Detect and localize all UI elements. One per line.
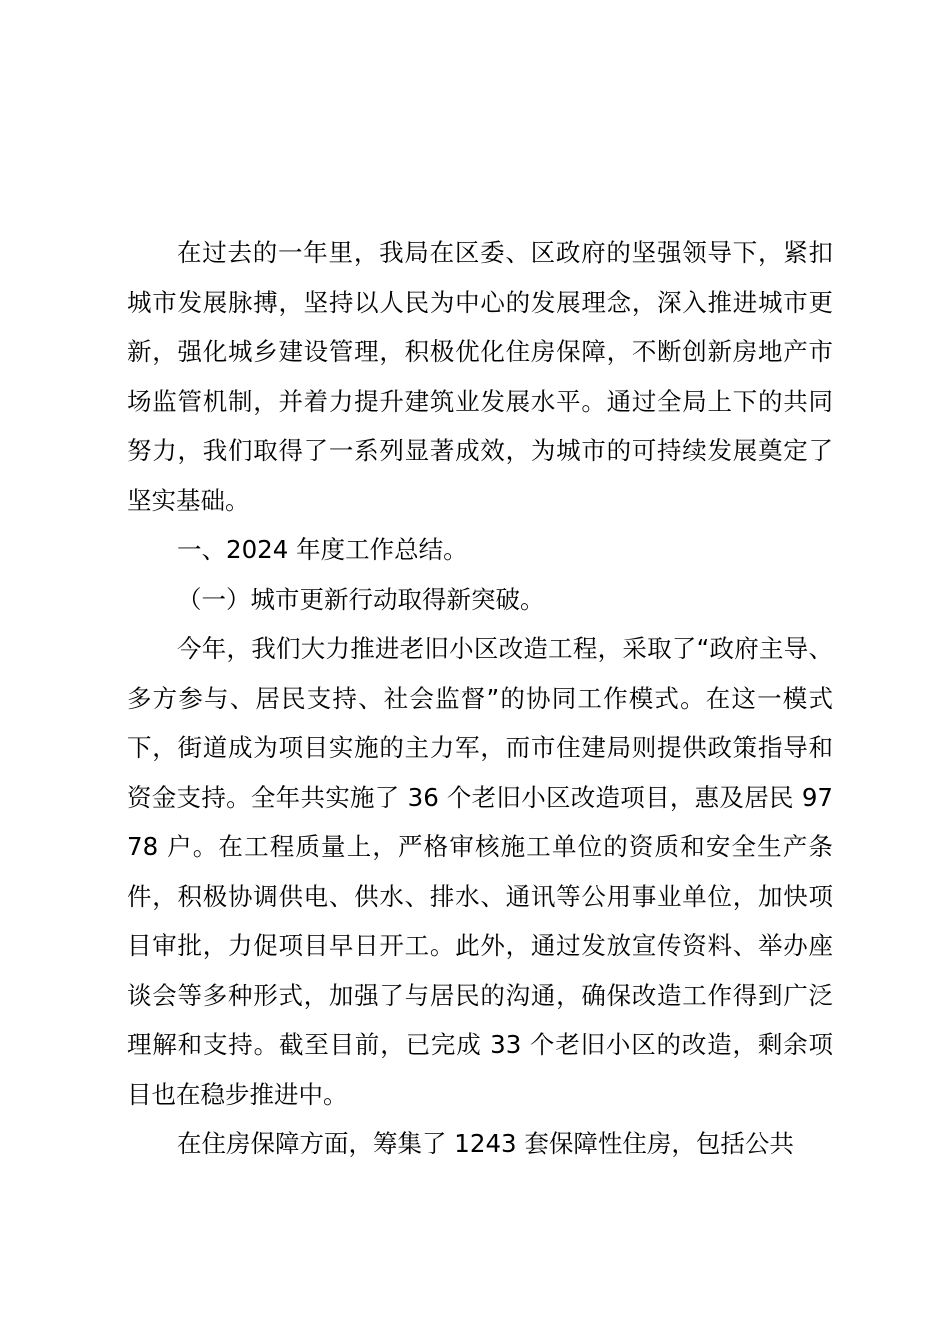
urban-renewal-paragraph: 今年，我们大力推进老旧小区改造工程，采取了“政府主导、多方参与、居民支持、社会监督”的协同工作模式。在这一模式下，街道成为项目实施的主力军，而市住建局则提供政策指导和资金支持。全年共实施了 36 个老旧小区改造项目，惠及居民 9778 户。在工程质量上，严格审核施工单位的资质和安全生产条件，积极协调供电、供水、排水、通讯等公用事业单位，加快项目审批，力促项目早日开工。此外，通过发放宣传资料、举办座谈会等多种形式，加强了与居民的沟通，确保改造工作得到广泛理解和支持。截至目前，已完成 33 个老旧小区的改造，剩余项目也在稳步推进中。 [127,634,833,1109]
document-body [127,228,833,1169]
section-heading-1: 一、2024 年度工作总结。 [177,535,468,564]
intro-paragraph: 在过去的一年里，我局在区委、区政府的坚强领导下，紧扣城市发展脉搏，坚持以人民为中心的发展理念，深入推进城市更新，强化城乡建设管理，积极优化住房保障，不断创新房地产市场监管机制，并着力提升建筑业发展水平。通过全局上下的共同努力，我们取得了一系列显著成效，为城市的可持续发展奠定了坚实基础。 [127,238,833,515]
subsection-heading-1: （一）城市更新行动取得新突破。 [177,584,545,614]
housing-security-paragraph: 在住房保障方面，筹集了 1243 套保障性住房，包括公共 [177,1129,794,1158]
